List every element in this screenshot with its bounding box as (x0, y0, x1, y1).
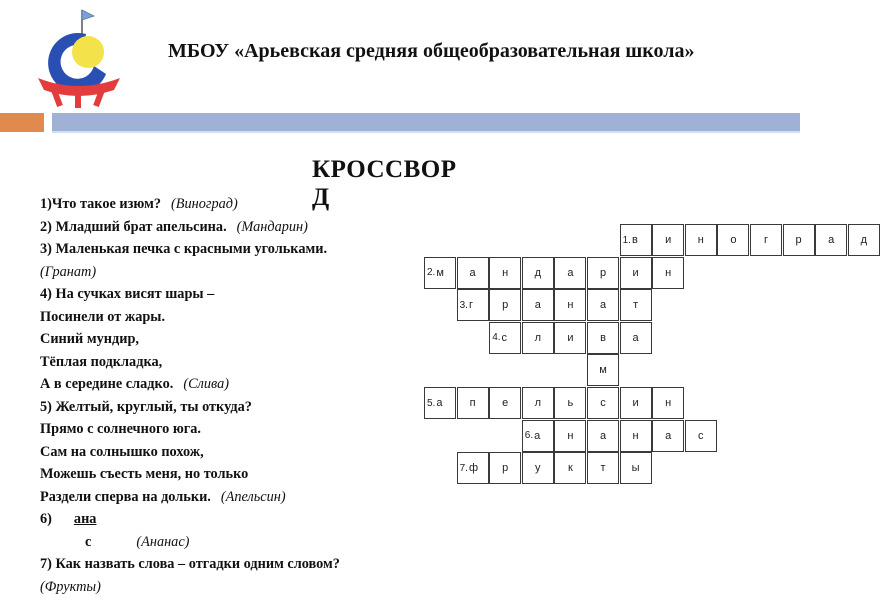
crossword-cell: н (652, 257, 684, 289)
crossword-cell: с (685, 420, 717, 452)
crossword-cell-number: 3. (459, 299, 468, 311)
clue-line (40, 283, 430, 306)
crossword-cell: а (554, 257, 586, 289)
crossword-cell: а (522, 289, 554, 321)
crossword-cell: с (587, 387, 619, 419)
clue-text: Раздели сперва на дольки. (40, 488, 211, 505)
crossword-cell: а (587, 420, 619, 452)
crossword-cell-letter: г (468, 299, 473, 312)
clue-text: Можешь съесть меня, но только (40, 466, 249, 482)
crossword-cell: ь (554, 387, 586, 419)
crossword-cell: л (522, 387, 554, 419)
crossword-cell: н (489, 257, 521, 289)
clue-line (40, 306, 430, 329)
clue-text: А в середине сладко. (40, 376, 174, 392)
crossword-cell: т (587, 452, 619, 484)
clue-answer: (Слива) (183, 376, 230, 392)
clue-line (40, 463, 430, 486)
clue-text: Сам на солнышко похож, (40, 443, 204, 460)
crossword-cell: н (554, 289, 586, 321)
crossword-cell: м (587, 354, 619, 386)
clue-6-line2 (40, 531, 430, 554)
header-band-divider (52, 131, 800, 133)
crossword-cell: а (620, 322, 652, 354)
clue-text: 3) Маленькая печка с красными угольками. (40, 241, 328, 257)
clue-6-part1: ана (73, 511, 97, 527)
clue-line (40, 216, 430, 239)
clue-text: Посинели от жары. (40, 308, 166, 325)
crossword-cell-number: 7. (459, 462, 468, 474)
crossword-cell: а (587, 289, 619, 321)
clue-line (40, 328, 430, 351)
clue-line (40, 486, 430, 509)
crossword-cell: н (620, 420, 652, 452)
crossword-cell: н (652, 387, 684, 419)
clue-line (40, 238, 430, 261)
crossword-cell: е (489, 387, 521, 419)
clue-answer: (Виноград) (171, 196, 238, 212)
crossword-cell-letter: м (436, 266, 444, 279)
clue-line (40, 373, 430, 396)
crossword-cell: д (848, 224, 880, 256)
clue-6-part2: с (85, 533, 92, 550)
crossword-title: КРОССВОР (312, 156, 457, 183)
crossword-cell-letter: а (534, 429, 541, 442)
crossword-cell: т (620, 289, 652, 321)
crossword-cell: у (522, 452, 554, 484)
clue-line (40, 418, 430, 441)
crossword-cell: а (457, 257, 489, 289)
crossword-cell: в (587, 322, 619, 354)
crossword-cell (489, 322, 521, 354)
clue-answer: (Гранат) (40, 263, 97, 280)
clue-6 (40, 508, 430, 531)
clue-text: Синий мундир, (40, 331, 139, 347)
clue-text: Тёплая подкладка, (40, 353, 163, 370)
crossword-cell: и (620, 387, 652, 419)
clue-list (40, 193, 430, 598)
crossword-cell-number: 1. (622, 234, 631, 246)
header-band-blue (52, 113, 800, 132)
header-band-orange (0, 113, 44, 132)
clue-6-number: 6) (40, 511, 52, 527)
crossword-cell: к (554, 452, 586, 484)
school-title: МБОУ «Арьевская средняя общеобразовательная школа» (168, 40, 695, 62)
crossword-cell-letter: с (501, 331, 508, 344)
clue-text: Прямо с солнечного юга. (40, 421, 202, 437)
clue-line (40, 261, 430, 284)
crossword-cell: а (815, 224, 847, 256)
crossword-cell: р (587, 257, 619, 289)
clue-text: 4) На сучках висят шары – (40, 286, 215, 302)
crossword-cell: р (489, 452, 521, 484)
crossword-cell: н (554, 420, 586, 452)
clue-text: 1)Что такое изюм? (40, 196, 162, 212)
crossword-cell: п (457, 387, 489, 419)
clue-line (40, 396, 430, 419)
crossword-cell: р (489, 289, 521, 321)
crossword-cell (457, 289, 489, 321)
crossword-cell-letter: а (436, 397, 443, 409)
clue-text: 5) Желтый, круглый, ты откуда? (40, 398, 252, 415)
crossword-cell-number: 6. (524, 430, 534, 442)
crossword-cell (522, 420, 554, 452)
crossword-cell-number: 2. (427, 267, 436, 279)
crossword-cell: и (620, 257, 652, 289)
crossword-cell-letter: ф (468, 462, 478, 475)
clue-line (40, 351, 430, 374)
crossword-cell: н (685, 224, 717, 256)
clue-line (40, 441, 430, 464)
school-logo (28, 4, 128, 108)
crossword-cell: ы (620, 452, 652, 484)
crossword-cell (620, 224, 652, 256)
crossword-title-wrap: Д (312, 184, 330, 211)
crossword-cell: л (522, 322, 554, 354)
clue-7: 7) Как назвать слова – отгадки одним словом? (40, 556, 340, 572)
clue-6-answer: (Ананас) (136, 533, 190, 550)
crossword-cell-number: 4. (492, 332, 501, 344)
clue-7-answer: (Фрукты) (40, 578, 101, 595)
crossword-cell (457, 452, 489, 484)
clue-text: 2) Младший брат апельсина. (40, 218, 227, 235)
crossword-cell: д (522, 257, 554, 289)
crossword-cell: р (783, 224, 815, 256)
clue-answer: (Апельсин) (220, 488, 286, 505)
clue-line (40, 193, 430, 216)
crossword-cell: г (750, 224, 782, 256)
crossword-cell-number: 5. (427, 397, 436, 409)
crossword-cell: и (554, 322, 586, 354)
clue-answer: (Мандарин) (236, 218, 308, 235)
crossword-cell: а (652, 420, 684, 452)
crossword-cell: о (717, 224, 749, 256)
crossword-cell-letter: в (631, 234, 638, 246)
crossword-cell: и (652, 224, 684, 256)
